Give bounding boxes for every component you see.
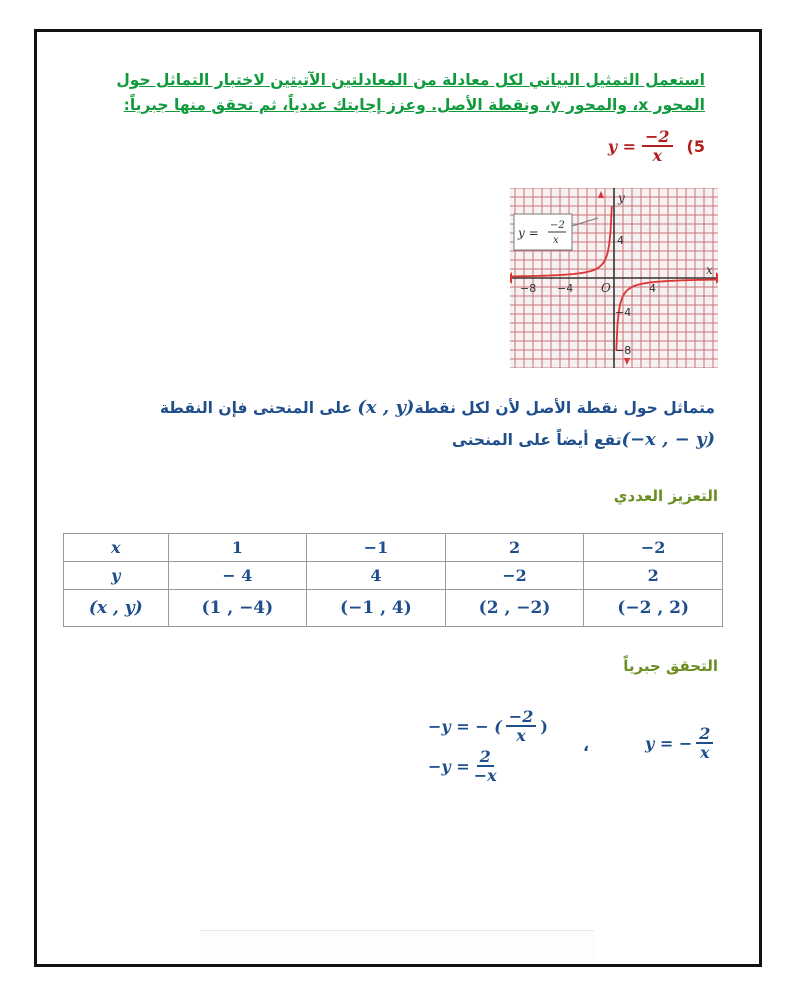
table-cell: −1 [307,534,446,562]
answer-line-2 [110,424,715,456]
problem-equation [608,128,673,164]
x-tick-4: 4 [649,282,656,295]
arrow-right [716,272,718,284]
algebra-step-2 [428,748,497,784]
table-cell: − 4 [168,562,307,590]
step2-den: −x [473,766,497,785]
table-cell: 2 [584,562,723,590]
faded-bottom-strip [200,930,595,961]
answer-point-xy: (x , y) [357,397,415,418]
table-row-y [64,562,723,590]
answer-point-neg: (−x , − y) [621,429,715,450]
curve-label-den: x [553,235,559,246]
y-tick-4: 4 [617,234,624,247]
given-num: 2 [696,725,713,744]
fraction-denominator: x [652,146,663,165]
answer-line-1 [110,392,715,424]
given-fraction [696,725,713,761]
table-cell: y [64,562,169,590]
instruction-text: استعمل التمثيل البياني لكل معادلة من المعادلتين الآتيتين لاختبار التماثل حول المحور x، والمحور y، ونقطة الأصل. وعزز إجابتك عددياً، ثم تحقق منها جبرياً: [116,71,705,114]
answer-text-3: تقع أيضاً على المنحنى [451,431,622,449]
table-cell: −2 [445,562,584,590]
table-cell: 1 [168,534,307,562]
symmetry-answer [110,392,715,456]
answer-text-1: متماثل حول نقطة الأصل لأن لكل نقطة [414,399,715,417]
equation-lhs: y = [607,136,636,156]
algebra-step-1 [428,708,548,744]
step1-lhs: −y = − ( [428,716,502,736]
numeric-heading: التعزيز العددي [613,487,718,505]
answer-text-2: على المنحنى فإن النقطة [159,399,358,417]
step1-close: ) [540,716,548,736]
equation-fraction [642,128,673,164]
hyperbola-graph [510,188,718,368]
origin-label: O [601,281,611,295]
table-cell: x [64,534,169,562]
table-cell: (1 , −4) [168,590,307,627]
y-axis-label: y [618,191,625,205]
table-cell: 4 [307,562,446,590]
x-tick-neg8: −8 [520,282,537,295]
y-tick-neg8: −8 [615,344,632,357]
problem-number: (5 [686,136,705,156]
x-tick-neg4: −4 [557,282,574,295]
step2-num: 2 [477,748,494,767]
arrow-left [510,272,512,284]
step2-lhs: −y = [428,756,470,776]
separator-comma: ، [583,736,590,755]
table-cell: (−1 , 4) [307,590,446,627]
curve-label-lhs: y = [518,226,539,240]
given-den: x [700,743,710,762]
curve-label-num: −2 [550,220,565,231]
table-cell: (−2 , 2) [584,590,723,627]
table-cell: (x , y) [64,590,169,627]
values-table [63,533,723,627]
given-lhs: y = − [645,733,693,753]
step2-fraction [474,748,497,784]
y-tick-neg4: −4 [615,306,632,319]
algebra-given [645,725,713,761]
step1-num: −2 [506,708,537,727]
table-cell: (2 , −2) [445,590,584,627]
table-cell: −2 [584,534,723,562]
fraction-numerator: −2 [642,128,673,147]
problem-5 [608,128,705,164]
table-row-x [64,534,723,562]
x-axis-label: x [706,263,713,277]
step1-fraction [506,708,537,744]
algebra-heading: التحقق جبرياً [623,657,718,675]
step1-den: x [516,726,526,745]
table-cell: 2 [445,534,584,562]
table-row-pairs [64,590,723,627]
